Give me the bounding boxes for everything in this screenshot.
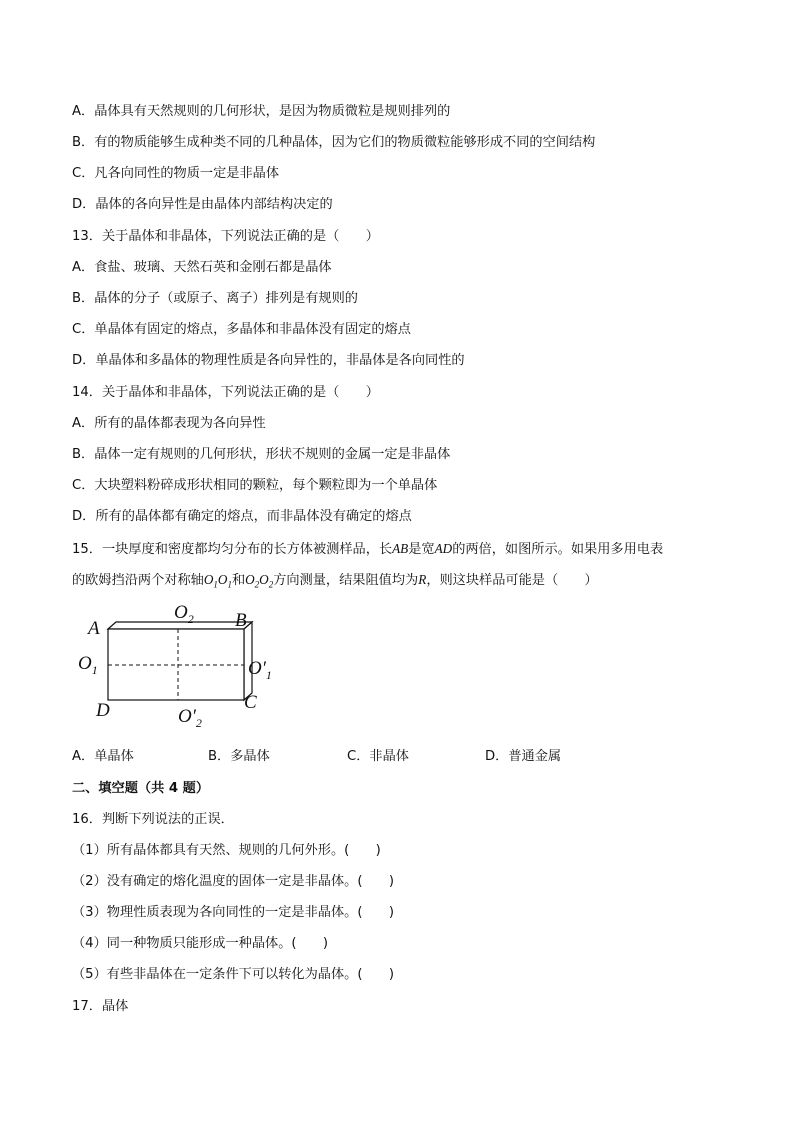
q15-option-b: B．多晶体	[208, 749, 270, 764]
box-top-face	[108, 622, 252, 629]
q15-stem-text: 和	[231, 573, 246, 588]
q15-stem-text: 的欧姆挡沿两个对称轴	[72, 573, 204, 588]
q14-option-d: D．所有的晶体都有确定的熔点，而非晶体没有确定的熔点	[72, 509, 412, 524]
q15-figure	[72, 598, 292, 733]
q16-item-3: （3）物理性质表现为各向同性的一定是非晶体。( )	[72, 905, 394, 920]
label-o2-prime: $O'_2$	[178, 706, 202, 730]
q13-option-a: A．食盐、玻璃、天然石英和金刚石都是晶体	[72, 260, 332, 275]
q16-item-2: （2）没有确定的熔化温度的固体一定是非晶体。( )	[72, 874, 394, 889]
q15-option-c: C．非晶体	[347, 749, 409, 764]
q15-stem-text: 15．一块厚度和密度都均匀分布的长方体被测样品，长	[72, 542, 393, 557]
q13-stem: 13．关于晶体和非晶体，下列说法正确的是（ ）	[72, 229, 379, 244]
q15-stem-text: ，则这块样品可能是（ ）	[426, 573, 598, 588]
q12-option-d: D．晶体的各向异性是由晶体内部结构决定的	[72, 197, 333, 212]
axis-o2o2: $O_2O_2$	[245, 572, 274, 590]
q14-stem: 14．关于晶体和非晶体，下列说法正确的是（ ）	[72, 385, 379, 400]
q17-stem: 17．晶体	[72, 999, 129, 1014]
q14-option-a: A．所有的晶体都表现为各向异性	[72, 416, 266, 431]
q15-stem-text: 方向测量，结果阻值均为	[273, 573, 419, 588]
q16-item-4: （4）同一种物质只能形成一种晶体。( )	[72, 936, 329, 951]
label-b: B	[235, 610, 247, 631]
label-o2: $O_2$	[174, 602, 194, 626]
section-title: 二、填空题（共 4 题）	[72, 781, 210, 796]
q15-option-d: D．普通金属	[485, 749, 562, 764]
q13-option-c: C．单晶体有固定的熔点，多晶体和非晶体没有固定的熔点	[72, 322, 411, 337]
segment-ad: AD	[434, 541, 453, 556]
q13-option-b: B．晶体的分子（或原子、离子）排列是有规则的	[72, 291, 358, 306]
q12-option-c: C．凡各向同性的物质一定是非晶体	[72, 166, 280, 181]
q16-item-5: （5）有些非晶体在一定条件下可以转化为晶体。( )	[72, 967, 394, 982]
q14-option-b: B．晶体一定有规则的几何形状，形状不规则的金属一定是非晶体	[72, 447, 451, 462]
q12-option-b: B．有的物质能够生成种类不同的几种晶体，因为它们的物质微粒能够形成不同的空间结构	[72, 135, 596, 150]
label-c: C	[244, 692, 257, 713]
label-o1: $O_1$	[78, 653, 98, 677]
q15-stem-line2	[72, 571, 598, 594]
q15-option-a: A．单晶体	[72, 749, 134, 764]
label-d: D	[96, 700, 110, 721]
q16-item-1: （1）所有晶体都具有天然、规则的几何外形。( )	[72, 843, 381, 858]
axis-o1o1: $O_1O_1$	[203, 572, 232, 590]
q16-stem: 16．判断下列说法的正误．	[72, 812, 234, 827]
resistance-r: R	[418, 572, 427, 587]
segment-ab: AB	[392, 541, 409, 556]
q15-stem-text: 的两倍，如图所示。如果用多用电表	[452, 542, 664, 557]
q15-stem-text: 是宽	[408, 542, 435, 557]
q12-option-a: A．晶体具有天然规则的几何形状，是因为物质微粒是规则排列的	[72, 104, 451, 119]
q14-option-c: C．大块塑料粉碎成形状相同的颗粒，每个颗粒即为一个单晶体	[72, 478, 438, 493]
q15-stem-line1	[72, 540, 663, 559]
q13-option-d: D．单晶体和多晶体的物理性质是各向异性的，非晶体是各向同性的	[72, 353, 465, 368]
label-a: A	[88, 618, 100, 639]
label-o1-prime: $O'_1$	[248, 658, 272, 682]
